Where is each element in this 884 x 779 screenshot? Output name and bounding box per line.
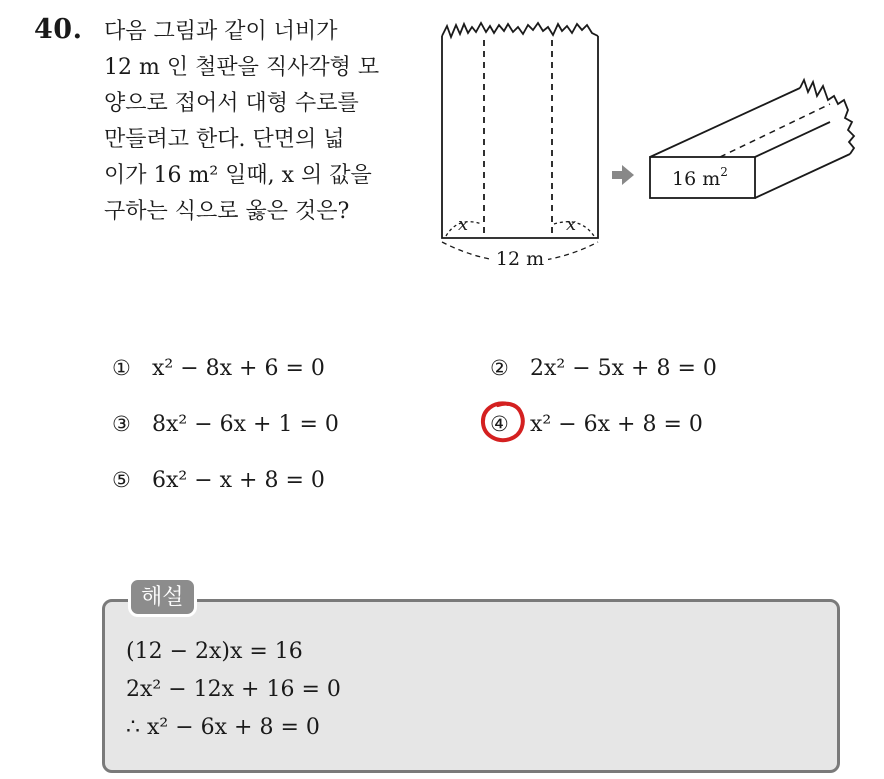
question-line: 구하는 식으로 옳은 것은? xyxy=(104,199,350,224)
question-line: 만들려고 한다. 단면의 넓 xyxy=(104,127,345,152)
channel-top-right-edge xyxy=(755,122,830,157)
arrow-right-icon xyxy=(612,165,634,185)
choice-equation: 8x² − 6x + 1 = 0 xyxy=(152,412,339,437)
torn-top-edge xyxy=(442,23,598,37)
side-label-left: x xyxy=(458,214,469,235)
choice-number: ③ xyxy=(112,412,131,436)
solution-tab: 해설 xyxy=(128,577,197,617)
area-label: 16 $m^2$ xyxy=(672,165,728,190)
solution-lines xyxy=(126,633,341,747)
choice-number: ② xyxy=(490,356,509,380)
sheet-folding-diagram xyxy=(420,0,884,280)
width-label: 12 m xyxy=(495,248,545,270)
choice-equation: x² − 6x + 8 = 0 xyxy=(530,412,703,437)
question-line: 양으로 접어서 대형 수로를 xyxy=(104,91,359,116)
solution-line: 2x² − 12x + 16 = 0 xyxy=(126,677,341,702)
answer-circle-mark xyxy=(478,398,530,446)
question-line: 다음 그림과 같이 너비가 xyxy=(104,19,338,44)
channel-bottom-right-edge xyxy=(755,154,850,198)
choice-number: ④ xyxy=(490,412,509,436)
solution-line: ∴ x² − 6x + 8 = 0 xyxy=(126,715,320,740)
choice-equation: x² − 8x + 6 = 0 xyxy=(152,356,325,381)
choice-equation: 2x² − 5x + 8 = 0 xyxy=(530,356,717,381)
question-line: 12 m 인 철판을 직사각형 모 xyxy=(104,55,380,80)
choice-3[interactable] xyxy=(112,407,339,441)
side-label-right: x xyxy=(566,214,577,235)
question-text xyxy=(104,14,404,230)
choice-number: ① xyxy=(112,356,131,380)
choice-2[interactable] xyxy=(490,351,717,385)
solution-line: (12 − 2x)x = 16 xyxy=(126,639,303,664)
channel-torn-end xyxy=(800,80,854,154)
choice-1[interactable] xyxy=(112,351,325,385)
choice-5[interactable] xyxy=(112,463,325,497)
choice-number: ⑤ xyxy=(112,468,131,492)
question-line: 이가 16 m² 일때, x 의 값을 xyxy=(104,163,372,188)
flat-sheet-outline xyxy=(442,36,598,238)
question-number: 40. xyxy=(34,14,83,45)
choice-equation: 6x² − x + 8 = 0 xyxy=(152,468,325,493)
